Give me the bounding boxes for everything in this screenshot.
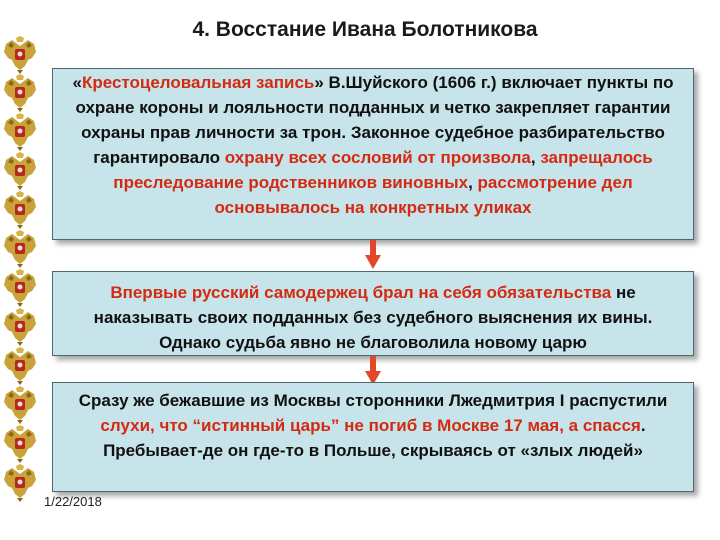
highlight-text: Крестоцеловальная запись (81, 73, 315, 92)
slide-title: 4. Восстание Ивана Болотникова (192, 18, 538, 41)
text-box-rumors (52, 382, 694, 492)
double-headed-eagle-icon (2, 191, 38, 229)
double-headed-eagle-icon (2, 74, 38, 112)
down-arrow-icon (364, 240, 382, 270)
text-segment: , (468, 173, 478, 192)
text-segment: » В.Шуйского (1606 г.) включает пункты по охране короны и лояльности подданных и четко закрепляет гарантии охраны прав личности за трон. Законное судебное разбирательство гарантировало (75, 73, 674, 167)
highlight-text: рассмотрение дел основывалось на конкретных уликах (214, 173, 633, 217)
slide-date: 1/22/2018 (44, 494, 102, 509)
highlight-text: охрану всех сословий от произвола (224, 148, 531, 167)
double-headed-eagle-icon (2, 464, 38, 502)
text-box-charter (52, 68, 694, 240)
double-headed-eagle-icon (2, 36, 38, 74)
highlight-text: Впервые русский самодержец брал на себя обязательства (110, 283, 612, 302)
double-headed-eagle-icon (2, 425, 38, 463)
double-headed-eagle-icon (2, 152, 38, 190)
double-headed-eagle-icon (2, 308, 38, 346)
highlight-text: запрещалось преследование родственников виновных (113, 148, 653, 192)
text-box-obligation (52, 271, 694, 356)
highlight-text: слухи, что “истинный царь” не погиб в Москве 17 мая, а спасся (100, 416, 641, 435)
text-segment: . Пребывает-де он где-то в Польше, скрываясь от «злых людей» (103, 416, 646, 460)
text-segment: , (530, 148, 541, 167)
double-headed-eagle-icon (2, 347, 38, 385)
text-segment: не наказывать своих подданных без судебного выяснения их вины. Однако судьба явно не благоволила новому царю (93, 283, 653, 352)
text-segment: « (72, 73, 82, 92)
text-segment: Сразу же бежавшие из Москвы сторонники Лжедмитрия I распустили (78, 391, 668, 410)
double-headed-eagle-icon (2, 269, 38, 307)
double-headed-eagle-icon (2, 230, 38, 268)
double-headed-eagle-icon (2, 113, 38, 151)
double-headed-eagle-icon (2, 386, 38, 424)
